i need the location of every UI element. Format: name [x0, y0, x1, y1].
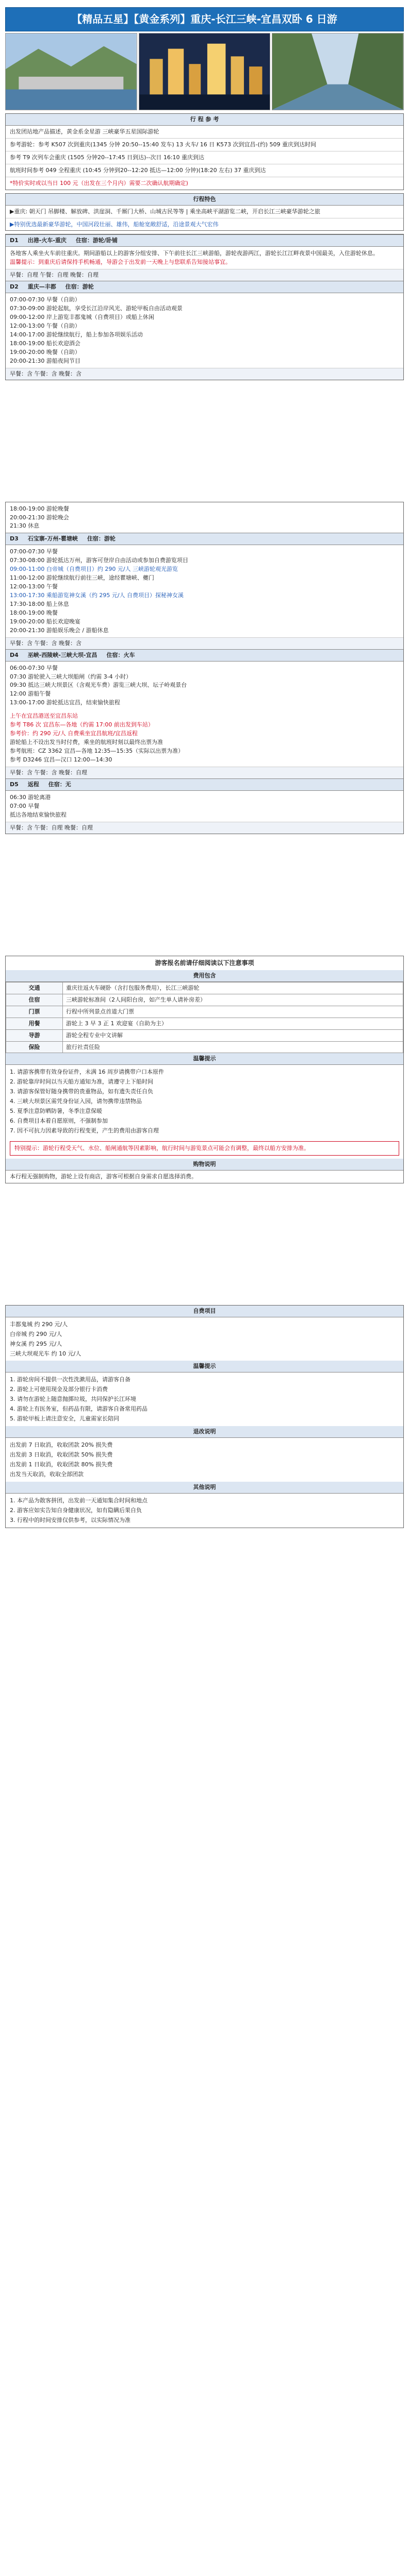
day-body	[6, 662, 403, 710]
day-line: 20:00-21:30 游船夜间节目	[10, 357, 80, 364]
day-route: 石宝寨-万州-瞿塘峡	[27, 535, 78, 543]
intro-heading: 行程特色	[6, 194, 403, 206]
transfer-line: 参考航班：CZ 3362 宜昌—各地 12:35—15:35（实际以出票为准）	[10, 748, 184, 754]
day-number: D1	[10, 237, 19, 244]
day-line: 20:00-21:30 游轮晚会	[10, 514, 69, 521]
tips-item: 4. 游轮上有医务室，但药品有限，请游客自备常用药品	[10, 1405, 148, 1413]
table-value: 行程中所列景点首道大门票	[63, 1006, 403, 1018]
day-route: 返程	[27, 781, 39, 788]
day-line: 温馨提示：到重庆后请保持手机畅通，导游会于出发前一天晚上与您联系告知接站事宜。	[10, 259, 231, 266]
day-route: 巫峡-西陵峡-三峡大坝-宜昌	[27, 651, 97, 658]
refund-list	[6, 1438, 403, 1482]
table-value: 游轮上 3 早 3 正 1 欢迎宴（自助为主）	[63, 1018, 403, 1029]
photo-row	[5, 33, 404, 110]
refund-heading: 退改说明	[6, 1426, 403, 1438]
overview-line: 参考游轮：参考 K507 次到重庆(1345 分钟 20:50--15:40 发车) 13 火车/ 16 日 K573 次到宜昌-(约) 509 重庆到达时间	[6, 139, 403, 151]
table-label: 导游	[6, 1029, 63, 1041]
day-line: 09:00-11:00 白帝城（自费项目）约 290 元/人 三峡游轮观光游览	[10, 566, 178, 573]
photo-dam-icon	[5, 33, 137, 110]
day-stay: 住宿：游轮	[87, 535, 116, 543]
selfpay-item: 丰都鬼城 约 290 元/人	[10, 1320, 68, 1328]
table-row	[6, 994, 403, 1006]
day-stay: 住宿：火车	[106, 651, 135, 658]
table-label: 用餐	[6, 1018, 63, 1029]
terms-section	[5, 956, 404, 1183]
intro-text: ▶重庆: 朝天门 吊脚楼、解放碑、洪崖洞、千厮门大桥、山城古民等等 | 乘坐高峡平湖游览二峡，开启长江三峡豪华游轮之旅	[6, 206, 403, 218]
day-line: 20:00-21:30 游船娱乐晚会 / 游船休息	[10, 626, 109, 634]
day-body	[6, 247, 403, 269]
meal-row: 早餐：含 午餐：自理 晚餐：自理	[6, 822, 403, 834]
day-stay: 住宿：游轮/卧铺	[75, 237, 118, 244]
overview-line: 出发团站地产品描述，黄金系金星游 三峡豪华五星国际游轮	[6, 126, 403, 139]
tips-heading: 温馨提示	[6, 1361, 403, 1372]
day-body	[6, 545, 403, 637]
tips-item: 1. 游轮房间不提供一次性洗漱用品，请游客自备	[10, 1376, 130, 1383]
day-number: D5	[10, 781, 19, 788]
overview-line: 参考 T9 次列车会重庆 (1505 分钟20--17:45 日到达)--次日 16:10 重庆到达	[6, 151, 403, 164]
photo-gorge-icon	[272, 33, 404, 110]
table-value: 三峡游轮标准间（2人间阳台房，如产生单人请补房差）	[63, 994, 403, 1006]
day-route: 出港-火车-重庆	[27, 237, 67, 244]
table-row	[6, 1041, 403, 1053]
day-body	[6, 791, 403, 822]
day-line: 19:00-20:00 船长欢迎晚宴	[10, 618, 80, 625]
extras-section	[5, 1305, 404, 1528]
table-row	[6, 982, 403, 994]
selfpay-heading: 自费项目	[6, 1306, 403, 1317]
refund-item: 出发前 3 日取消，收取团款 50% 损失费	[10, 1451, 113, 1458]
table-label: 住宿	[6, 994, 63, 1006]
day-line: 07:00-07:30 早餐	[10, 548, 58, 555]
transfer-line: 上午在宜昌港送至宜昌东站	[10, 713, 78, 720]
meal-row: 早餐：含 午餐：含 晚餐：含	[6, 368, 403, 380]
table-label: 保险	[6, 1041, 63, 1053]
table-row	[6, 1029, 403, 1041]
day-line: 14:00-17:00 游轮继续航行，船上参加各项娱乐活动	[10, 331, 143, 338]
table-row	[6, 1018, 403, 1029]
day-line: 12:00-13:00 午餐	[10, 583, 58, 590]
notice-item: 2. 游轮靠岸时间以当天船方通知为准，请遵守上下船时间	[10, 1078, 153, 1086]
day-number: D2	[10, 283, 19, 291]
day-line: 06:30 游轮离港	[10, 793, 51, 801]
itinerary-section-a	[5, 234, 404, 380]
day-header	[6, 281, 403, 293]
day-line: 13:00-17:00 游轮抵达宜昌，结束愉快旅程	[10, 699, 120, 706]
table-row	[6, 1006, 403, 1018]
overview-heading: 行 程 参 考	[6, 114, 403, 126]
day-number: D4	[10, 651, 19, 658]
selfpay-list	[6, 1317, 403, 1361]
selfpay-item: 神女溪 约 295 元/人	[10, 1340, 62, 1347]
notice-item: 1. 请游客携带有效身份证件，未满 16 周岁请携带户口本原件	[10, 1069, 164, 1076]
other-item: 2. 游客应如实告知自身健康状况，如有隐瞒后果自负	[10, 1506, 142, 1514]
day-line: 21:30 休息	[10, 522, 40, 530]
notice-title: 游客报名前请仔细阅读以下注意事项	[155, 959, 254, 967]
shopping-heading: 购物说明	[6, 1159, 403, 1171]
day-header	[6, 778, 403, 791]
overview-note: *特价实时或以当日 100 元（出发在三个月内）需要二次确认航期确定)	[10, 179, 188, 187]
page-title: 【精品五星】【黄金系列】重庆-长江三峡-宜昌双卧 6 日游	[5, 7, 404, 31]
shopping-text: 本行程无强制购物，游轮上设有商店，游客可根据自身需求自愿选择消费。	[10, 1173, 197, 1180]
notice-item: 5. 夏季注意防晒防暑，冬季注意保暖	[10, 1108, 102, 1115]
overview-section	[5, 113, 404, 190]
included-table	[6, 982, 403, 1054]
day-line: 12:00 游船午餐	[10, 690, 51, 698]
day-line: 11:00-12:00 游轮继续航行前往三峡，途经瞿塘峡、夔门	[10, 574, 154, 582]
day-line: 18:00-19:00 游轮晚餐	[10, 505, 69, 512]
day-header	[6, 533, 403, 545]
intro-section	[5, 193, 404, 231]
included-heading: 费用包含	[6, 970, 403, 982]
table-label: 交通	[6, 982, 63, 994]
day-body	[6, 502, 403, 533]
other-item: 3. 行程中的时间安排仅供参考，以实际情况为准	[10, 1516, 130, 1523]
spacer	[5, 1528, 404, 1549]
transfer-line: 游轮船上不设出发当时付费，乘坐的航班时刻以最终出票为准	[10, 739, 163, 746]
spacer	[5, 834, 404, 953]
day-line: 17:30-18:00 船上休息	[10, 600, 69, 607]
notice-heading: 温馨提示	[6, 1053, 403, 1065]
warning-box: 特别提示：游轮行程受天气、水位、船闸通航等因素影响，航行时间与游览景点可能会有调整，最终以船方安排为准。	[10, 1141, 399, 1156]
notice-list	[6, 1065, 403, 1138]
day-route: 重庆—丰都	[27, 283, 56, 291]
transfer-line: 参考价：约 290 元/人 自费乘坐宜昌航班/宜昌返程	[10, 730, 138, 737]
refund-item: 出发前 7 日取消，收取团款 20% 损失费	[10, 1442, 113, 1449]
day-body	[6, 293, 403, 368]
day-number: D3	[10, 535, 19, 543]
spacer	[5, 1183, 404, 1302]
photo-city-icon	[139, 33, 271, 110]
day-line: 抵达各地结束愉快旅程	[10, 811, 67, 818]
day-line: 07:30-09:00 游轮起航，享受长江沿岸风光、游轮甲板自由活动观景	[10, 305, 183, 312]
day-line: 07:00 早餐	[10, 802, 40, 809]
table-value: 旅行社责任险	[63, 1041, 403, 1053]
other-list	[6, 1494, 403, 1528]
tips-item: 5. 游轮甲板上请注意安全，儿童需家长陪同	[10, 1415, 119, 1422]
day-line: 06:00-07:30 早餐	[10, 664, 58, 671]
day-header	[6, 234, 403, 247]
selfpay-item: 白帝城 约 290 元/人	[10, 1330, 62, 1337]
day-line: 07:30-08:00 游轮抵达万州，游客可登岸自由活动或参加自费游览项目	[10, 557, 188, 564]
other-heading: 其他说明	[6, 1482, 403, 1494]
notice-item: 4. 三峡大坝景区需凭身份证入园，请勿携带违禁物品	[10, 1098, 142, 1105]
itinerary-section-b	[5, 502, 404, 834]
notice-item: 3. 请游客保管好随身携带的贵重物品，如有遗失责任自负	[10, 1088, 153, 1095]
day-line: 09:00-12:00 岸上游览丰都鬼城（自费项目）或船上休闲	[10, 314, 154, 320]
transfer-block	[6, 709, 403, 767]
tips-item: 2. 游轮上可使用现金及部分银行卡消费	[10, 1386, 108, 1393]
notice-item: 7. 因不可抗力因素导致的行程变更，产生的费用由游客自理	[10, 1127, 159, 1134]
day-stay: 住宿：游轮	[65, 283, 94, 291]
day-line: 18:00-19:00 晚餐	[10, 609, 58, 616]
day-stay: 住宿：无	[48, 781, 71, 788]
selfpay-item: 三峡大坝观光车 约 10 元/人	[10, 1350, 81, 1357]
table-value: 重庆往返火车硬卧（含打包服务费用），长江三峡游轮	[63, 982, 403, 994]
meal-row: 早餐：含 午餐：含 晚餐：含	[6, 637, 403, 649]
refund-item: 出发当天取消，收取全部团款	[10, 1470, 84, 1478]
meal-row: 早餐：自理 午餐：自理 晚餐：自理	[6, 269, 403, 281]
intro-text: ▶特别优选最新豪华游轮，中国河段壮丽、雄伟，船舱宽敞舒适，沿途景观大气宏伟	[10, 221, 219, 228]
overview-line: 航班时间参考 049 全程重庆 (10:45 分钟到20--12:20 抵达—12:00 分钟)(18:20 左右) 37 重庆到达	[6, 164, 403, 177]
transfer-line: 参考 T86 次 宜昌东—各地（约需 17:00 前出发到车站）	[10, 721, 154, 728]
day-line: 09:30 抵达三峡大坝景区（含观光车费）游览三峡大坝、坛子岭观景台	[10, 682, 187, 689]
refund-item: 出发前 1 日取消，收取团款 80% 损失费	[10, 1461, 113, 1468]
spacer	[5, 380, 404, 499]
table-label: 门票	[6, 1006, 63, 1018]
tips-item: 3. 请勿在游轮上随意抛掷垃圾，共同保护长江环境	[10, 1396, 136, 1403]
meal-row: 早餐：含 午餐：含 晚餐：自理	[6, 767, 403, 778]
day-line: 12:00-13:00 午餐（自助）	[10, 322, 80, 329]
day-line: 18:00-19:00 船长欢迎酒会	[10, 340, 80, 347]
notice-item: 6. 自费项目本着自愿原则，不强制参加	[10, 1117, 108, 1125]
transfer-line: 参考 D3246 宜昌—汉口 12:00—14:30	[10, 756, 112, 763]
day-line: 各地客人乘坐火车前往重庆。期间游船以上的游客分组安排、下午前往长江三峡游船，游轮夜游两江，游轮长江江畔夜景中国最美，入住游轮休息。	[10, 250, 379, 257]
table-value: 游轮全程专业中文讲解	[63, 1029, 403, 1041]
day-line: 07:00-07:30 早餐（自助）	[10, 296, 80, 303]
other-item: 1. 本产品为散客拼团，出发前一天通知集合时间和地点	[10, 1497, 148, 1504]
day-line: 13:00-17:30 乘船游览神女溪（约 295 元/人 自费项目）探秘神女溪	[10, 592, 184, 599]
day-header	[6, 649, 403, 662]
day-line: 07:30 游轮驶入三峡大坝船闸（约需 3-4 小时）	[10, 673, 132, 680]
day-line: 19:00-20:00 晚餐（自助）	[10, 348, 80, 355]
tips-list	[6, 1372, 403, 1426]
